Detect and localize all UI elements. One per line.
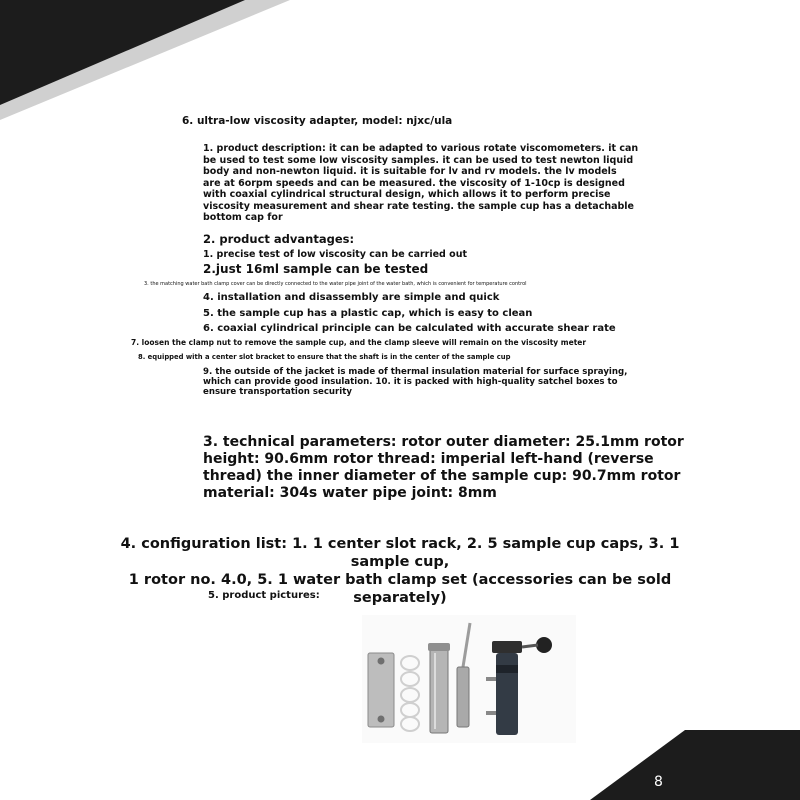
description-line: with coaxial cylindrical structural design, which allows it to perform precise xyxy=(203,189,611,201)
advantage-item-3: 3. the matching water bath clamp cover can be directly connected to the water pipe joint of the water bath, which is convenient for temperature control xyxy=(144,281,527,287)
advantage-item-9 xyxy=(203,368,627,398)
description-line: are at 6orpm speeds and can be measured. the viscosity of 1-10cp is designed xyxy=(203,177,625,189)
product-photo-illustration xyxy=(362,615,576,743)
technical-line: 3. technical parameters: rotor outer diameter: 25.1mm rotor xyxy=(203,434,684,450)
advantages-heading: 2. product advantages: xyxy=(203,232,355,246)
technical-line: height: 90.6mm rotor thread: imperial left-hand (reverse xyxy=(203,451,654,468)
advantage-item-4: 4. installation and disassembly are simple and quick xyxy=(203,292,500,303)
technical-line: thread) the inner diameter of the sample cup: 90.7mm rotor xyxy=(203,468,681,485)
technical-line: material: 304s water pipe joint: 8mm xyxy=(203,485,497,502)
configuration-line: 4. configuration list: 1. 1 center slot rack, 2. 5 sample cup caps, 3. 1 sample cup, xyxy=(120,536,680,571)
technical-parameters xyxy=(203,434,684,502)
configuration-list xyxy=(90,535,710,608)
description-line: viscosity measurement and shear rate testing. the sample cup has a detachable xyxy=(203,200,634,212)
section-title: 6. ultra-low viscosity adapter, model: njxc/ula xyxy=(182,115,453,127)
advantage-item-9-line: which can provide good insulation. 10. it is packed with high-quality satchel boxes to xyxy=(203,376,618,387)
advantage-item-8: 8. equipped with a center slot bracket to ensure that the shaft is in the center of the sample cup xyxy=(138,353,511,361)
advantage-item-6: 6. coaxial cylindrical principle can be calculated with accurate shear rate xyxy=(203,323,616,334)
advantage-item-7: 7. loosen the clamp nut to remove the sample cup, and the clamp sleeve will remain on the viscosity meter xyxy=(131,338,587,347)
advantage-item-2: 2.just 16ml sample can be tested xyxy=(203,262,429,276)
advantage-item-5: 5. the sample cup has a plastic cap, which is easy to clean xyxy=(203,308,533,319)
pictures-heading: 5. product pictures: xyxy=(208,590,320,601)
configuration-line: 1 rotor no. 4.0, 5. 1 water bath clamp set (accessories can be sold separately) xyxy=(128,572,672,607)
top-left-corner-decoration xyxy=(0,0,290,120)
description-line: body and non-newton liquid. it is suitable for lv and rv models. the lv models xyxy=(203,166,617,178)
description-line: bottom cap for xyxy=(203,212,283,224)
advantage-item-1: 1. precise test of low viscosity can be carried out xyxy=(203,249,467,260)
advantage-item-9-line: ensure transportation security xyxy=(203,386,352,397)
page-number: 8 xyxy=(654,774,663,790)
description-line: be used to test some low viscosity samples. it can be used to test newton liquid xyxy=(203,154,634,166)
product-photo xyxy=(362,615,576,743)
product-description xyxy=(203,143,638,224)
description-line: 1. product description: it can be adapted to various rotate viscomometers. it can xyxy=(203,143,639,154)
bottom-right-corner-decoration xyxy=(590,730,800,800)
advantage-item-9-line: 9. the outside of the jacket is made of thermal insulation material for surface spraying, xyxy=(203,367,628,377)
